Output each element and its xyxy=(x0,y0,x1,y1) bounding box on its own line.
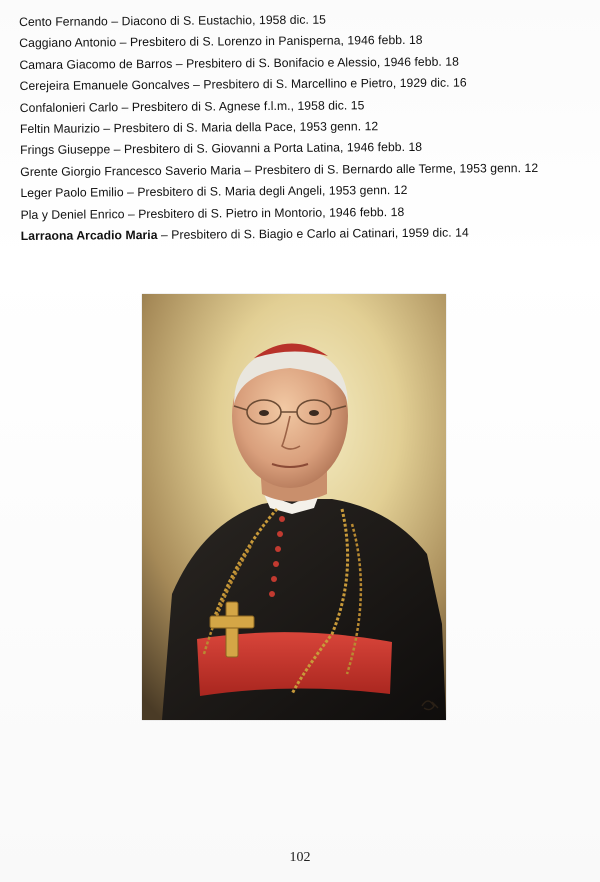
page-number: 102 xyxy=(289,850,311,865)
cardinal-list xyxy=(19,8,591,248)
entry-name: Leger Paolo Emilio xyxy=(20,185,124,201)
entry-name: Caggiano Antonio xyxy=(19,35,117,51)
entry-detail: – Diacono di S. Eustachio, 1958 dic. 15 xyxy=(107,12,327,29)
entry-name: Larraona Arcadio Maria xyxy=(20,227,158,244)
entry-name: Frings Giuseppe xyxy=(20,142,111,158)
entry-name: Feltin Maurizio xyxy=(19,121,100,137)
list-item xyxy=(21,222,591,248)
entry-detail: – Presbitero di S. Biagio e Carlo ai Catinari, 1959 dic. 14 xyxy=(157,225,469,242)
entry-name: Cerejeira Emanuele Goncalves xyxy=(19,77,190,94)
entry-name: Camara Giacomo de Barros xyxy=(19,56,173,72)
entry-name: Grente Giorgio Francesco Saverio Maria xyxy=(20,163,241,179)
entry-detail: – Presbitero di S. Marcellino e Pietro, 1929 dic. 16 xyxy=(189,75,467,92)
entry-detail: – Presbitero di S. Maria della Pace, 1953 genn. 12 xyxy=(99,119,379,136)
entry-detail: – Presbitero di S. Bernardo alle Terme, 1953 genn. 12 xyxy=(240,160,539,178)
entry-name: Cento Fernando xyxy=(19,14,108,29)
entry-detail: – Presbitero di S. Giovanni a Porta Latina, 1946 febb. 18 xyxy=(110,140,423,157)
entry-name: Pla y Deniel Enrico xyxy=(20,206,125,222)
entry-detail: – Presbitero di S. Maria degli Angeli, 1953 genn. 12 xyxy=(123,183,408,200)
entry-detail: – Presbitero di S. Bonifacio e Alessio, 1946 febb. 18 xyxy=(172,54,459,71)
cardinal-portrait xyxy=(142,294,446,720)
entry-name: Confalonieri Carlo xyxy=(19,99,119,115)
entry-detail: – Presbitero di S. Pietro in Montorio, 1946 febb. 18 xyxy=(124,204,405,221)
entry-detail: – Presbitero di S. Lorenzo in Panisperna, 1946 febb. 18 xyxy=(116,33,423,50)
entry-detail: – Presbitero di S. Agnese f.l.m., 1958 dic. 15 xyxy=(118,97,365,114)
